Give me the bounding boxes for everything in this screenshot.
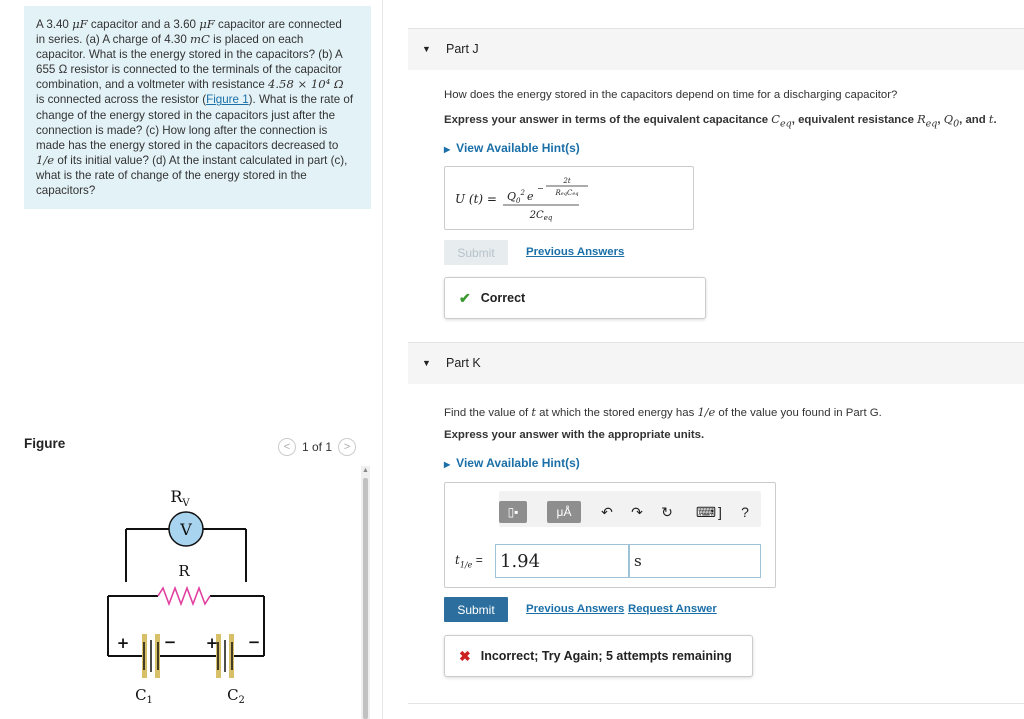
part-k-answer-editor [444,482,776,588]
part-k-header[interactable] [408,342,1024,384]
keyboard-icon[interactable]: ⌨ [695,503,717,520]
c2-minus: − [247,633,261,651]
part-j-feedback: ✔ Correct [444,277,706,319]
figure-scrollbar[interactable] [361,466,370,719]
scrollbar-thumb[interactable] [363,478,368,719]
undo-icon[interactable]: ↶ [601,503,613,520]
x-icon: ✖ [459,647,471,664]
formula-exp-minus: − [537,184,544,193]
figure-title: Figure [24,436,66,451]
voltmeter-symbol: V [180,520,192,539]
redo-icon[interactable]: ↷ [631,503,643,520]
variable-label: $t_{1/e}$ = [455,553,483,570]
c1-plus: + [116,634,130,652]
help-icon[interactable]: ? [741,504,749,520]
next-figure-button[interactable]: > [338,438,356,456]
keyboard-bracket: ] [718,504,722,520]
figure-header [24,436,372,458]
formula-lhs: U (t) = [455,192,497,206]
part-j-hint-link[interactable]: ▶ View Available Hint(s) [444,141,580,155]
part-k-previous-answers-link[interactable]: Previous Answers [526,603,625,615]
c2-plus: + [205,634,219,652]
part-k-question: Find the value of t at which the stored energy has 1/e of the value you found in Part G. [444,405,882,419]
c1-label: $C_1$ [135,686,153,706]
collapse-triangle-icon[interactable]: ▼ [422,358,431,368]
part-j-submit-button[interactable]: Submit [444,240,508,265]
value-input[interactable]: 1.94 [495,544,629,578]
part-k-instruction: Express your answer with the appropriate units. [444,429,705,441]
c2-label: $C_2$ [227,686,245,706]
collapse-triangle-icon[interactable]: ▼ [422,44,431,54]
part-k-label: Part K [446,356,481,370]
part-j-header[interactable] [408,28,1024,70]
part-k-hint-link[interactable]: ▶ View Available Hint(s) [444,456,580,470]
units-button[interactable]: μÅ [547,501,581,523]
part-j-previous-answers-link[interactable]: Previous Answers [526,246,625,258]
part-j-formula [445,167,695,231]
rv-label: $R_V$ [170,487,190,509]
r-label: R [178,562,190,580]
pager-text: 1 of 1 [302,440,333,454]
figure-pager [278,438,356,456]
formula-den: $2C_{eq}$ [529,210,553,222]
reset-icon[interactable]: ↻ [661,503,673,520]
caret-right-icon: ▶ [444,460,451,469]
section-divider [408,703,1024,704]
request-answer-link[interactable]: Request Answer [628,603,717,615]
part-j-instruction: Express your answer in terms of the equivalent capacitance $C_{eq}$, equivalent resistance $R_{eq}$, $Q_0$, and t. [444,112,997,130]
formula-exp-den: ReqCeq [555,189,579,197]
part-j-label: Part J [446,42,479,56]
math-toolbar [499,491,761,527]
part-k-feedback: ✖ Incorrect; Try Again; 5 attempts remaining [444,635,753,677]
part-j-answer-box [444,166,694,230]
caret-right-icon: ▶ [444,145,451,154]
circuit-diagram [96,484,276,709]
c1-minus: − [163,633,177,651]
problem-statement: A 3.40 μF capacitor and a 3.60 μF capacitor are connected in series. (a) A charge of 4.30 mC is placed on each capacitor. What is the energy stored in the capacitors? (b) A 655 Ω resistor is connected to the terminals of the capacitor combination, and a voltmeter with resistance 4.58 × 10⁴ Ω is connected across the resistor (Figure 1). What is the rate of change of the energy stored in the capacitors just after the connection is made? (c) How long after the connection is made has the energy stored in the capacitors decreased to 1/e of its initial value? (d) At the instant calculated in part (c), what is the rate of change of the energy stored in the capacitors? [24,6,371,209]
part-j-question: How does the energy stored in the capacitors depend on time for a discharging capacitor? [444,89,898,101]
templates-icon[interactable]: ▯▪ [499,501,527,523]
unit-input[interactable]: s [629,544,761,578]
part-k-submit-button[interactable]: Submit [444,597,508,622]
formula-q0: $Q_0^2$ e [507,189,534,205]
column-divider [382,0,383,719]
figure-link[interactable]: Figure 1 [206,93,249,107]
prev-figure-button[interactable]: < [278,438,296,456]
check-icon: ✔ [459,289,471,306]
formula-exp-num: 2t [563,177,571,185]
resistor-zigzag [158,588,210,604]
scroll-up-icon[interactable]: ▲ [362,467,369,474]
